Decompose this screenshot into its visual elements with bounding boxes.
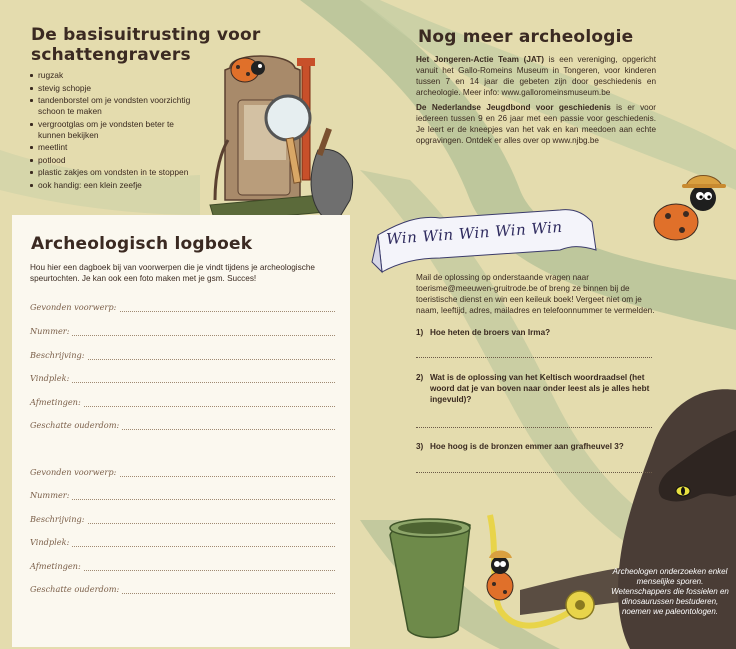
logbook-field: Gevonden voorwerp:: [30, 467, 335, 479]
list-item: tandenborstel om je vondsten voorzichtig schoon te maken: [30, 95, 203, 117]
more-text: [416, 54, 656, 150]
logbook-field: Geschatte ouderdom:: [30, 584, 335, 596]
answer-line: [416, 357, 652, 358]
kit-title: De basisuitrusting voor schattengravers: [31, 25, 261, 65]
logbook-field: Beschrijving:: [30, 350, 335, 362]
list-item: plastic zakjes om vondsten in te stoppen: [30, 167, 210, 178]
explorer-bug-icon: [654, 176, 726, 241]
njbg-text: is er voor iedereen tussen 9 en 26 jaar met een passie voor geschiedenis. Je leert er de kneepjes van het vak en kan meedoen aan echte opgravingen. Ontdek er alles over op www.njbg.be: [416, 103, 656, 145]
bronze-bucket-icon: [390, 519, 470, 638]
logbook-field: Afmetingen:: [30, 561, 335, 573]
kit-list: [30, 70, 210, 192]
more-title: Nog meer archeologie: [418, 27, 634, 47]
logbook-field: Gevonden voorwerp:: [30, 302, 335, 314]
question-3: 3) Hoe hoog is de bronzen emmer aan grafheuvel 3?: [416, 442, 624, 451]
logbook-intro: Hou hier een dagboek bij van voorwerpen die je vindt tijdens je archeologische speurtochten. Je kan ook een foto maken met je gsm. Succes!: [30, 263, 315, 283]
logbook-field: Nummer:: [30, 326, 335, 338]
question-2: 2) Wat is de oplossing van het Keltisch woordraadsel (het woord dat je van boven naar onder leest als je alles hebt ingevuld)?: [416, 373, 650, 404]
win-intro: Mail de oplossing op onderstaande vragen naar toerisme@meeuwen-gruitrode.be of breng ze binnen bij de toeristische dienst en win een keileuk boek! Vergeet niet om je naam, leeftijd, adres, mailadres en telefoonnummer te vermelden.: [416, 273, 655, 315]
logbook-field: Vindplek:: [30, 373, 335, 385]
list-item: stevig schopje: [30, 83, 210, 94]
paleontology-caption: Archeologen onderzoeken enkel menselijke sporen. Wetenschappers die fossielen en dinosaurussen bestuderen, noemen we paleontologen.: [611, 567, 729, 616]
win-banner-text: Win Win Win Win Win: [385, 217, 564, 249]
list-item: rugzak: [30, 70, 210, 81]
small-bug-icon: [487, 551, 513, 601]
logbook-title: Archeologisch logboek: [31, 234, 253, 254]
question-1: 1) Hoe heten de broers van Irma?: [416, 328, 551, 337]
logbook-field: Geschatte ouderdom:: [30, 420, 335, 432]
list-item: potlood: [30, 155, 210, 166]
answer-line: [416, 427, 652, 428]
jat-name: Het Jongeren-Actie Team (JAT): [416, 55, 544, 64]
jat-text: is een vereniging, opgericht vanuit het Gallo-Romeins Museum in Tongeren, voor kinderen tussen 7 en 14 jaar die gebeten zijn door geschiedenis en archeologie. Meer info: www.galloromeinsmuseum.be: [416, 55, 656, 97]
answer-line: [416, 472, 652, 473]
logbook-field: Afmetingen:: [30, 397, 335, 409]
list-item: ook handig: een klein zeefje: [30, 180, 210, 191]
list-item: meetlint: [30, 142, 210, 153]
logbook-field: Vindplek:: [30, 537, 335, 549]
njbg-name: De Nederlandse Jeugdbond voor geschiedenis: [416, 103, 611, 112]
logbook-field: Nummer:: [30, 490, 335, 502]
logbook-field: Beschrijving:: [30, 514, 335, 526]
list-item: vergrootglas om je vondsten beter te kunnen bekijken: [30, 119, 203, 141]
